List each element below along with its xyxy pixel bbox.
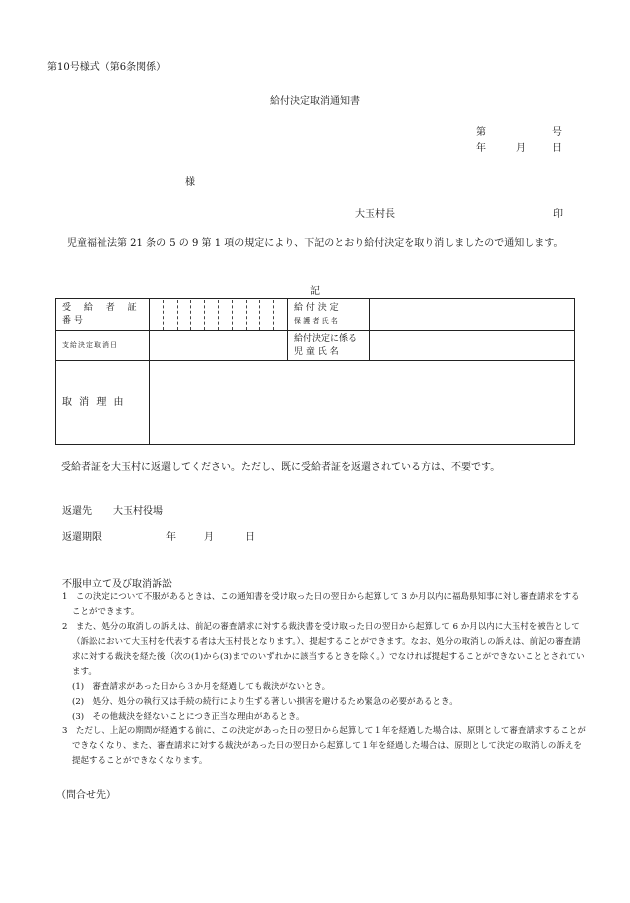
appeal-item-1: 1 この決定について不服があるときは、この通知書を受け取った日の翌日から起算して 3 か月以内に福島県知事に対し審査請求をすることができます。 xyxy=(62,592,580,617)
number-label-right: 号 xyxy=(552,127,562,138)
appeal-heading: 不服申立て及び取消訴訟 xyxy=(62,579,172,590)
reason-value-cell xyxy=(150,361,575,445)
reason-label-cell xyxy=(56,361,150,445)
body-text: 児童福祉法第 21 条の 5 の 9 第 1 項の規定により、下記のとおり給付決定を取り消しましたので通知します。 xyxy=(67,238,564,249)
number-label-left: 第 xyxy=(476,127,486,138)
stop-date-value-cell xyxy=(150,331,288,361)
cert-number-label-cell xyxy=(56,299,150,331)
guardian-name-cell xyxy=(370,299,575,331)
appeal-item-2-3: (3) その他裁決を経ないことにつき正当な理由があるとき。 xyxy=(72,712,305,722)
ki-label: 記 xyxy=(310,286,320,297)
return-to-label: 返還先 xyxy=(62,506,92,517)
stop-date-label: 支給決定取消日 xyxy=(62,341,118,349)
return-to-value: 大玉村役場 xyxy=(113,506,163,517)
date-month: 月 xyxy=(516,143,526,154)
return-month: 月 xyxy=(204,532,214,543)
guardian-label-2: 保 護 者 氏 名 xyxy=(294,316,338,325)
issuer: 大玉村長 xyxy=(355,209,395,220)
seal-mark: 印 xyxy=(553,209,563,220)
page-title: 給付決定取消通知書 xyxy=(270,96,360,107)
stop-date-label-cell xyxy=(56,331,150,361)
date-day: 日 xyxy=(552,143,562,154)
guardian-label-cell xyxy=(288,299,370,331)
child-label-cell xyxy=(288,331,370,361)
date-year: 年 xyxy=(476,143,486,154)
appeal-item-2-2: (2) 処分、処分の執行又は手続の続行により生ずる著しい損害を避けるため緊急の必要があるとき。 xyxy=(72,697,458,707)
appeal-item-2-1: (1) 審査請求があった日から３か月を経過しても裁決がないとき。 xyxy=(72,682,331,692)
return-notice: 受給者証を大玉村に返還してください。ただし、既に受給者証を返還されている方は、不要です。 xyxy=(61,462,501,473)
inquiry-label: （問合せ先） xyxy=(56,790,116,801)
child-name-cell xyxy=(370,331,575,361)
cert-number-boxes xyxy=(150,299,288,331)
guardian-label-1: 給 付 決 定 xyxy=(294,302,339,313)
appeal-item-3: 3 ただし、上記の期間が経過する前に、この決定があった日の翌日から起算して１年を経過した場合は、原則として審査請求することができなくなり、また、審査請求に対する裁決があった日の翌日から起算して１年を経過した場合は、原則として決定の取消しの訴えを提起することができなくなります。 xyxy=(62,726,586,766)
return-deadline-label: 返還期限 xyxy=(62,532,102,543)
reason-label: 取 消 理 由 xyxy=(62,397,126,408)
recipient-suffix: 様 xyxy=(185,177,195,188)
child-label-2: 児 童 氏 名 xyxy=(294,346,339,357)
appeal-item-2: 2 また、処分の取消しの訴えは、前記の審査請求に対する裁決書を受け取った日の翌日から起算して 6 か月以内に大玉村を被告として（訴訟において大玉村を代表する者は大玉村長となります。）、提起することができます。なお、処分の取消しの訴えは、前記の審査請求に対する裁決を経た後（次の(1)から(3)までのいずれかに該当するときを除く。）でなければ提起することができないこととされています。 xyxy=(62,622,585,677)
form-number: 第10号様式（第6条関係） xyxy=(47,62,167,73)
return-year: 年 xyxy=(166,532,176,543)
decision-table xyxy=(55,298,575,445)
child-label-1: 給付決定に係る xyxy=(294,333,358,344)
cert-number-label-2: 番 号 xyxy=(62,315,83,326)
cert-number-label-1: 受 給 者 証 xyxy=(62,302,142,313)
return-day: 日 xyxy=(245,532,255,543)
